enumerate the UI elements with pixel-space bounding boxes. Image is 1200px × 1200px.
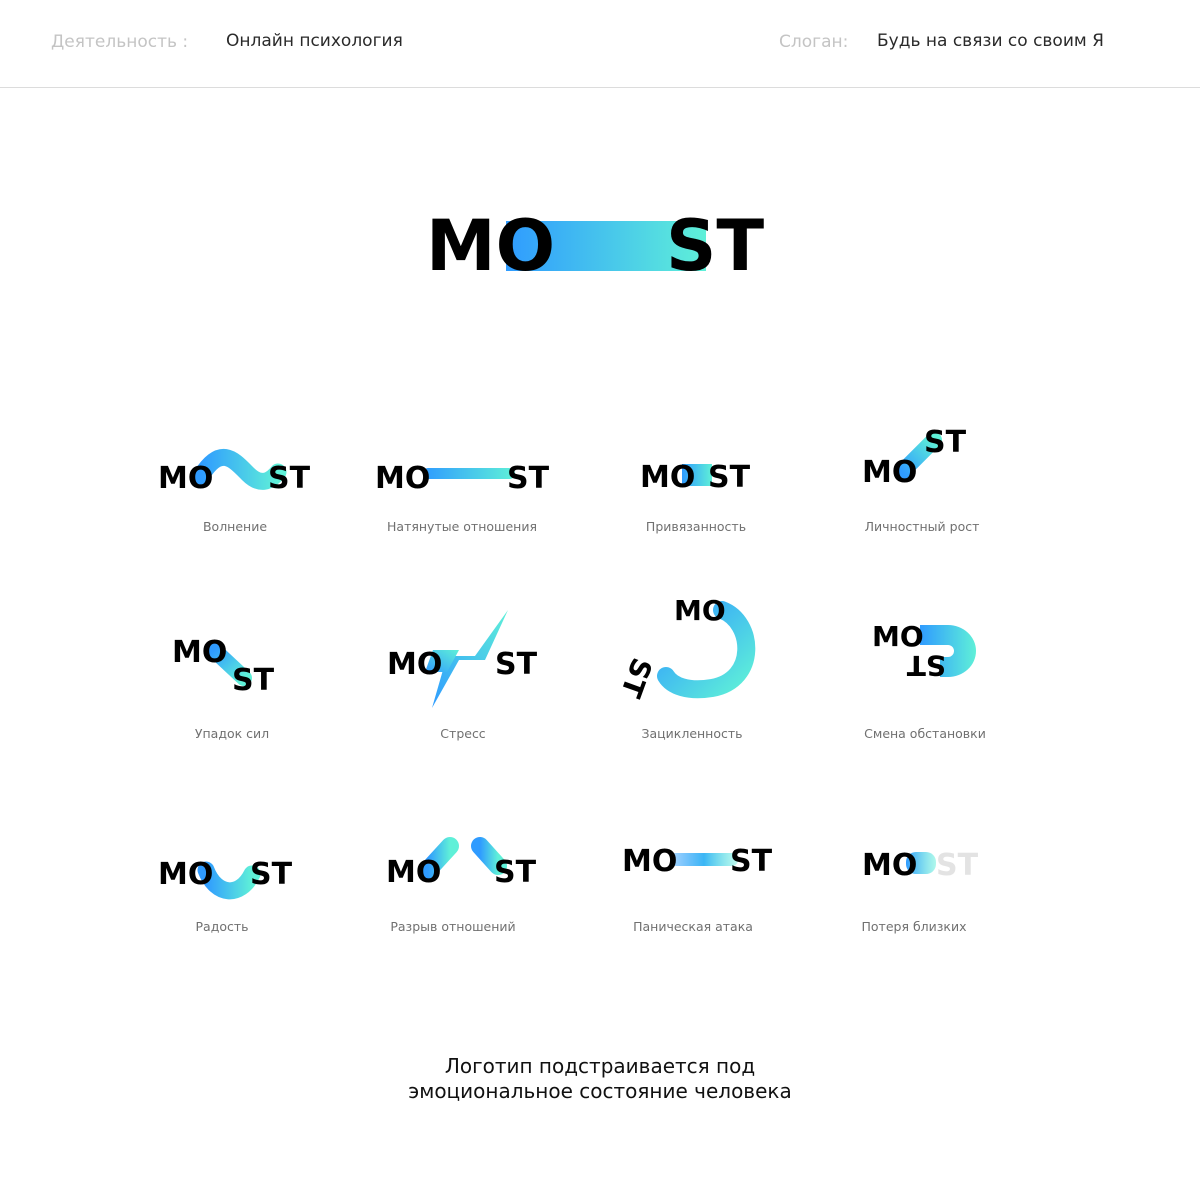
variant-logo-stress: [385, 608, 545, 710]
caption-line-1: Логотип подстраивается под: [444, 1054, 756, 1078]
variant-logo-panic-attack: [620, 840, 780, 880]
variant-logo-tense-relations: [373, 455, 553, 495]
logo-right-text: ST: [232, 663, 275, 698]
logo-right-text: ST: [730, 844, 773, 879]
logo-right-text: ST: [268, 461, 311, 496]
variant-logo-personal-growth: [860, 424, 975, 490]
logo-right-text-faded: ST: [936, 848, 979, 883]
activity-value: Онлайн психология: [226, 31, 403, 51]
variant-logo-breakup: [384, 834, 544, 890]
variant-logo-attachment: [638, 455, 758, 495]
variant-logo-change-of-scene: [870, 620, 980, 686]
variant-label-tense-relations: Натянутые отношения: [387, 519, 537, 534]
variant-label-excitement: Волнение: [202, 519, 268, 534]
logo-left-text: MO: [426, 205, 556, 287]
variant-logo-loss: [860, 844, 990, 884]
variant-label-joy: Радость: [195, 919, 249, 934]
variant-label-exhaustion: Упадок сил: [194, 726, 270, 741]
logo-left-text: MO: [387, 647, 443, 682]
logo-left-text: MO: [375, 461, 431, 496]
logo-right-text: ST: [613, 653, 659, 702]
variant-label-change-of-scene: Смена обстановки: [864, 726, 986, 741]
logo-left-text: MO: [640, 460, 696, 495]
variant-label-breakup: Разрыв отношений: [390, 919, 516, 934]
variant-logo-excitement: [156, 448, 316, 498]
slogan-value: Будь на связи со своим Я: [877, 31, 1104, 51]
logo-right-text: ST: [495, 647, 538, 682]
variant-label-personal-growth: Личностный рост: [864, 519, 980, 534]
variant-logo-joy: [156, 848, 296, 904]
logo-left-text: MO: [862, 848, 918, 883]
logo-left-text: MO: [158, 461, 214, 496]
variant-label-stress: Стресс: [440, 726, 486, 741]
main-logo: [426, 205, 766, 287]
logo-left-text: MO: [386, 855, 442, 890]
logo-right-text: ST: [906, 649, 946, 682]
logo-right-text: ST: [250, 857, 293, 892]
logo-left-text: MO: [158, 857, 214, 892]
bottom-caption: [0, 1054, 1200, 1104]
logo-right-text: ST: [507, 461, 550, 496]
logo-left-text: MO: [862, 455, 918, 490]
logo-right-text: ST: [666, 205, 765, 287]
logo-left-text: MO: [872, 620, 924, 653]
caption-line-2: эмоциональное состояние человека: [408, 1079, 792, 1103]
header-bar: [0, 0, 1200, 88]
logo-right-text: ST: [708, 460, 751, 495]
logo-right-text: ST: [494, 855, 537, 890]
logo-right-text: ST: [924, 425, 967, 460]
variant-label-loss: Потеря близких: [861, 919, 967, 934]
logo-left-text: MO: [172, 635, 228, 670]
variant-logo-exhaustion: [170, 632, 280, 696]
logo-left-text: MO: [622, 844, 678, 879]
logo-left-text: MO: [674, 594, 726, 627]
variant-label-looping: Зацикленность: [641, 726, 743, 741]
variant-label-panic-attack: Паническая атака: [633, 919, 753, 934]
variant-label-attachment: Привязанность: [645, 519, 747, 534]
variant-logo-looping: [613, 592, 756, 702]
activity-label: Деятельность :: [51, 32, 189, 52]
slogan-label: Слоган:: [779, 32, 849, 52]
